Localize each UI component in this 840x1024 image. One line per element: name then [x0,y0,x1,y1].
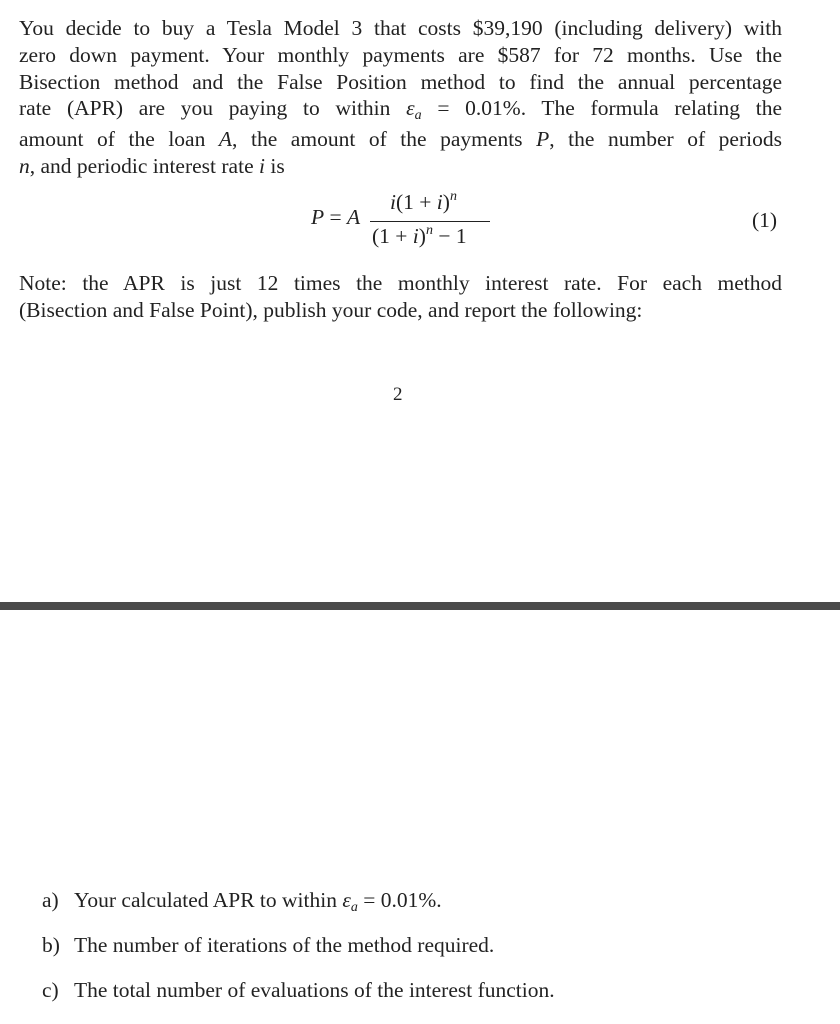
formula-lhs [311,205,360,230]
text-fragment: rate (APR) are you paying to within [19,96,407,121]
math-variable: A [347,205,361,229]
text-fragment: ) [442,190,450,214]
math-variable: i [412,224,419,248]
list-item [42,933,494,958]
epsilon-symbol: ε [342,888,351,912]
math-variable: P [311,205,325,229]
item-label: a) [42,888,59,912]
text-fragment: ) [418,224,426,248]
problem-line [19,95,782,126]
exponent: n [449,189,457,204]
problem-line: Bisection method and the False Position method to find the annual percentage [19,69,782,94]
text-fragment: (1 + [372,224,413,248]
equation-number: (1) [752,208,778,232]
text-fragment: , the amount of the payments [232,127,537,152]
list-item [42,888,442,913]
item-text: = 0.01%. [357,888,442,912]
math-variable: i [259,153,265,178]
math-variable: n [19,153,30,178]
text-fragment: , the number of periods [549,127,782,152]
problem-statement [19,15,782,180]
text-fragment: , and periodic interest rate [29,153,259,178]
math-variable: P [536,127,550,152]
payment-formula [0,188,840,258]
problem-line [19,153,782,180]
note-paragraph [19,270,782,324]
text-fragment: is [264,153,285,178]
item-label: c) [42,978,59,1002]
text-fragment: = 0.01%. The formula relating the [421,96,782,121]
list-item [42,978,555,1003]
text-fragment: (1 + [395,190,437,214]
problem-line: zero down payment. Your monthly payments are $587 for 72 months. Use the [19,42,782,67]
epsilon-subscript: a [414,108,422,124]
item-text: The total number of evaluations of the interest function. [74,978,555,1002]
math-variable: A [218,127,233,152]
item-label: b) [42,933,60,957]
math-variable: i [390,190,396,214]
fraction-denominator [372,224,467,249]
text-fragment: amount of the loan [19,127,219,152]
item-text: Your calculated APR to within [74,888,343,912]
exponent: n [425,223,433,238]
epsilon-subscript: a [350,900,358,915]
equals-sign: = [324,205,348,229]
math-variable: i [436,190,443,214]
fraction-numerator [390,190,457,215]
page-divider [0,602,840,610]
note-line: (Bisection and False Point), publish your code, and report the following: [19,297,643,322]
problem-line: You decide to buy a Tesla Model 3 that costs $39,190 (including delivery) with [19,16,782,40]
text-fragment: − 1 [432,224,467,248]
page-number: 2 [393,384,403,405]
problem-line [19,126,782,153]
epsilon-symbol: ε [406,96,415,121]
item-text: The number of iterations of the method required. [74,933,495,957]
formula-fraction [368,188,492,254]
note-line: Note: the APR is just 12 times the monthly interest rate. For each method [19,271,782,295]
